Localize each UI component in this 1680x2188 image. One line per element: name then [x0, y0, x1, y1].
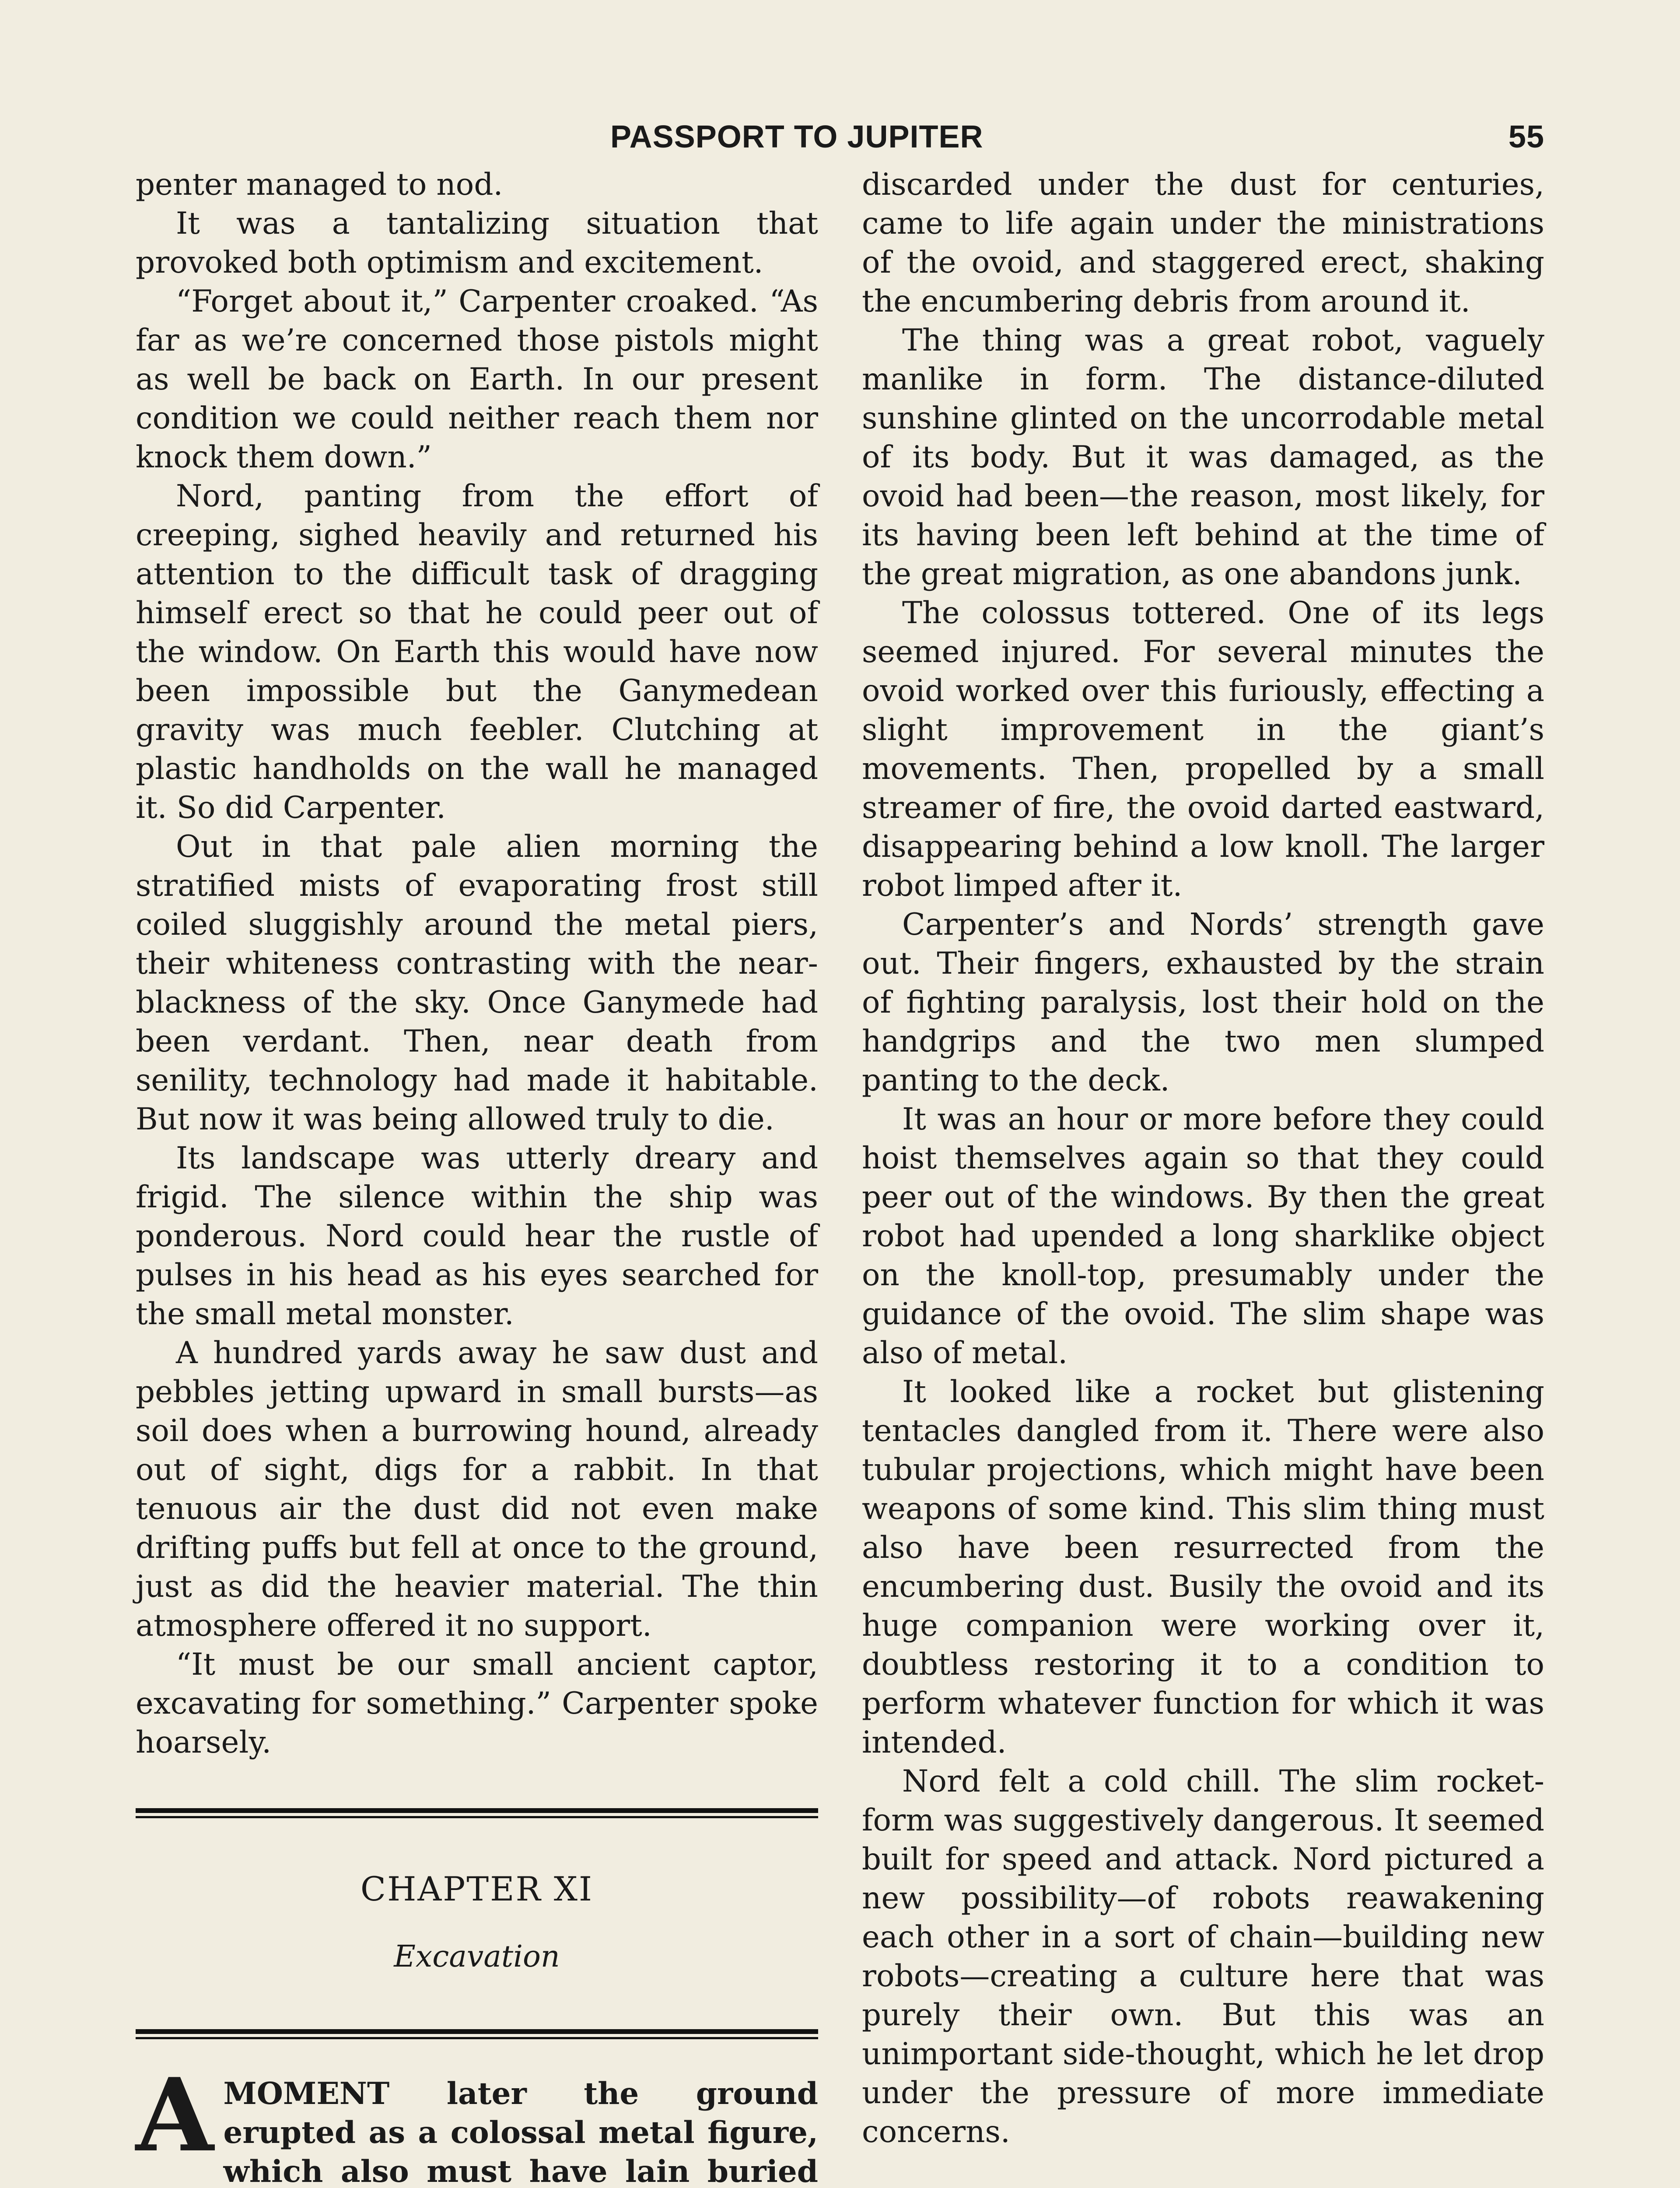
chapter-heading-block — [136, 1808, 818, 2039]
opening-text: MOMENT later the ground erupted as a colossal metal figure, which also must have lain buried — [223, 2076, 818, 2188]
chapter-title: CHAPTER XI — [360, 1869, 594, 1908]
bottom-divider-rule — [136, 2029, 818, 2039]
paragraph: Nord, panting from the effort of creeping, sighed heavily and returned his attention to the difficult task of dragging himself erect so that he could peer out of the window. On Earth this would have now been impossible but the Ganymedean gravity was much feebler. Clutching at plastic handholds on the wall he managed it. So did Carpenter. — [136, 479, 818, 825]
paragraph: Carpenter’s and Nords’ strength gave out. Their fingers, exhausted by the strain of fighting paralysis, lost their hold on the handgrips and the two men slumped panting to the deck. — [862, 907, 1544, 1098]
paragraph: It was a tantalizing situation that provoked both optimism and excitement. — [136, 206, 818, 280]
paragraph: “Forget about it,” Carpenter croaked. “As far as we’re concerned those pistols might as well be back on Earth. In our present condition we could neither reach them nor knock them down.” — [136, 284, 818, 475]
paragraph: penter managed to nod. — [136, 167, 503, 202]
top-divider-rule — [136, 1808, 818, 1818]
chapter-opening-paragraph — [136, 2056, 818, 2188]
paragraph: Out in that pale alien morning the stratified mists of evaporating frost still coiled sluggishly around the metal piers, their whiteness contrasting with the near-blackness of the sky. Once Ganymede had been verdant. Then, near death from senility, technology had made it habitable. But now it was being allowed truly to die. — [136, 829, 818, 1137]
paragraph: “It must be our small ancient captor, excavating for something.” Carpenter spoke hoarsely. — [136, 1647, 818, 1760]
chapter-subtitle: Excavation — [394, 1939, 560, 1974]
paragraph: Its landscape was utterly dreary and frigid. The silence within the ship was ponderous. Nord could hear the rustle of pulses in his head as his eyes searched for the small metal monster. — [136, 1141, 818, 1332]
paragraph: Nord felt a cold chill. The slim rocket-form was suggestively dangerous. It seemed built for speed and attack. Nord pictured a new possibility—of robots reawakening each other in a sort of chain—building new robots—creating a culture here that was purely their own. But this was an unimportant side-thought, which he let drop under the pressure of more immediate concerns. — [862, 1764, 1544, 2149]
paragraph: The colossus tottered. One of its legs seemed injured. For several minutes the ovoid worked over this furiously, effecting a slight improvement in the giant’s movements. Then, propelled by a small streamer of fire, the ovoid darted eastward, disappearing behind a low knoll. The larger robot limped after it. — [862, 596, 1544, 903]
running-title: PASSPORT TO JUPITER — [610, 119, 984, 154]
right-column — [862, 165, 1544, 2152]
paragraph: It looked like a rocket but glistening tentacles dangled from it. There were also tubular projections, which might have been weapons of some kind. This slim thing must also have been resurrected from the encumbering dust. Busily the ovoid and its huge companion were working over it, doubtless restoring it to a condition to perform whatever function for which it was intended. — [862, 1375, 1544, 1760]
running-head — [136, 115, 1544, 163]
left-column — [136, 165, 818, 2188]
paragraph: The thing was a great robot, vaguely manlike in form. The distance-diluted sunshine glinted on the uncorrodable metal of its body. But it was damaged, as the ovoid had been—the reason, most likely, for its having been left behind at the time of the great migration, as one abandons junk. — [862, 323, 1544, 592]
page-number: 55 — [1508, 119, 1544, 154]
paragraph: discarded under the dust for centuries, came to life again under the ministrations of the ovoid, and staggered erect, shaking the encumbering debris from around it. — [862, 167, 1544, 319]
paragraph: A hundred yards away he saw dust and pebbles jetting upward in small bursts—as soil does when a burrowing hound, already out of sight, digs for a rabbit. In that tenuous air the dust did not even make drifting puffs but fell at once to the ground, just as did the heavier material. The thin atmosphere offered it no support. — [136, 1336, 818, 1643]
paragraph: It was an hour or more before they could hoist themselves again so that they could peer out of the windows. By then the great robot had upended a long sharklike object on the knoll-top, presumably under the guidance of the ovoid. The slim shape was also of metal. — [862, 1102, 1544, 1371]
drop-cap: A — [136, 2056, 214, 2174]
